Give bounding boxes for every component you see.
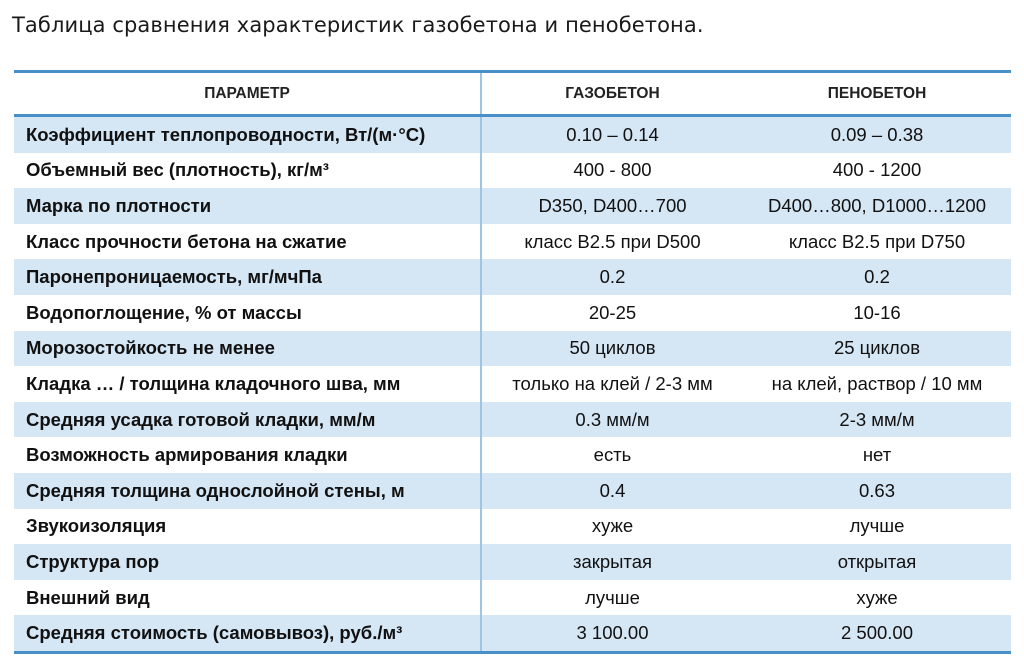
header-gas-concrete: ГАЗОБЕТОН xyxy=(481,73,743,116)
foam-concrete-value: 2-3 мм/м xyxy=(743,402,1011,438)
table-row xyxy=(14,544,1011,580)
gas-concrete-value: только на клей / 2-3 мм xyxy=(481,366,743,402)
table-row xyxy=(14,295,1011,331)
table-row xyxy=(14,153,1011,189)
gas-concrete-value: хуже xyxy=(481,509,743,545)
table-row xyxy=(14,580,1011,616)
table-header xyxy=(14,73,1011,116)
comparison-table xyxy=(14,73,1011,651)
header-row xyxy=(14,73,1011,116)
foam-concrete-value: хуже xyxy=(743,580,1011,616)
page-caption: Таблица сравнения характеристик газобетона и пенобетона. xyxy=(12,13,704,37)
gas-concrete-value: класс В2.5 при D500 xyxy=(481,224,743,260)
foam-concrete-value: 400 - 1200 xyxy=(743,153,1011,189)
parameter-cell: Средняя стоимость (самовывоз), руб./м³ xyxy=(14,615,481,651)
gas-concrete-value: 0.2 xyxy=(481,259,743,295)
foam-concrete-value: на клей, раствор / 10 мм xyxy=(743,366,1011,402)
foam-concrete-value: 10-16 xyxy=(743,295,1011,331)
parameter-cell: Кладка … / толщина кладочного шва, мм xyxy=(14,366,481,402)
parameter-cell: Возможность армирования кладки xyxy=(14,437,481,473)
gas-concrete-value: 0.3 мм/м xyxy=(481,402,743,438)
gas-concrete-value: 0.10 – 0.14 xyxy=(481,116,743,153)
parameter-cell: Марка по плотности xyxy=(14,188,481,224)
table-row xyxy=(14,509,1011,545)
parameter-cell: Средняя усадка готовой кладки, мм/м xyxy=(14,402,481,438)
parameter-cell: Морозостойкость не менее xyxy=(14,331,481,367)
parameter-cell: Паронепроницаемость, мг/мчПа xyxy=(14,259,481,295)
gas-concrete-value: 400 - 800 xyxy=(481,153,743,189)
gas-concrete-value: 3 100.00 xyxy=(481,615,743,651)
gas-concrete-value: 0.4 xyxy=(481,473,743,509)
foam-concrete-value: лучше xyxy=(743,509,1011,545)
foam-concrete-value: 25 циклов xyxy=(743,331,1011,367)
comparison-table-container xyxy=(14,70,1011,654)
foam-concrete-value: 0.2 xyxy=(743,259,1011,295)
parameter-cell: Водопоглощение, % от массы xyxy=(14,295,481,331)
parameter-cell: Класс прочности бетона на сжатие xyxy=(14,224,481,260)
foam-concrete-value: D400…800, D1000…1200 xyxy=(743,188,1011,224)
header-foam-concrete: ПЕНОБЕТОН xyxy=(743,73,1011,116)
gas-concrete-value: лучше xyxy=(481,580,743,616)
parameter-cell: Звукоизоляция xyxy=(14,509,481,545)
table-row xyxy=(14,188,1011,224)
table-row xyxy=(14,116,1011,153)
gas-concrete-value: 50 циклов xyxy=(481,331,743,367)
parameter-cell: Средняя толщина однослойной стены, м xyxy=(14,473,481,509)
foam-concrete-value: нет xyxy=(743,437,1011,473)
gas-concrete-value: D350, D400…700 xyxy=(481,188,743,224)
table-row xyxy=(14,259,1011,295)
parameter-cell: Коэффициент теплопроводности, Вт/(м·°C) xyxy=(14,116,481,153)
table-row xyxy=(14,402,1011,438)
table-row xyxy=(14,615,1011,651)
parameter-cell: Структура пор xyxy=(14,544,481,580)
table-row xyxy=(14,224,1011,260)
foam-concrete-value: 0.63 xyxy=(743,473,1011,509)
gas-concrete-value: 20-25 xyxy=(481,295,743,331)
parameter-cell: Объемный вес (плотность), кг/м³ xyxy=(14,153,481,189)
foam-concrete-value: открытая xyxy=(743,544,1011,580)
foam-concrete-value: 2 500.00 xyxy=(743,615,1011,651)
table-row xyxy=(14,366,1011,402)
table-body xyxy=(14,116,1011,651)
table-row xyxy=(14,473,1011,509)
foam-concrete-value: 0.09 – 0.38 xyxy=(743,116,1011,153)
foam-concrete-value: класс В2.5 при D750 xyxy=(743,224,1011,260)
gas-concrete-value: есть xyxy=(481,437,743,473)
table-row xyxy=(14,437,1011,473)
gas-concrete-value: закрытая xyxy=(481,544,743,580)
parameter-cell: Внешний вид xyxy=(14,580,481,616)
table-row xyxy=(14,331,1011,367)
header-parameter: ПАРАМЕТР xyxy=(14,73,481,116)
